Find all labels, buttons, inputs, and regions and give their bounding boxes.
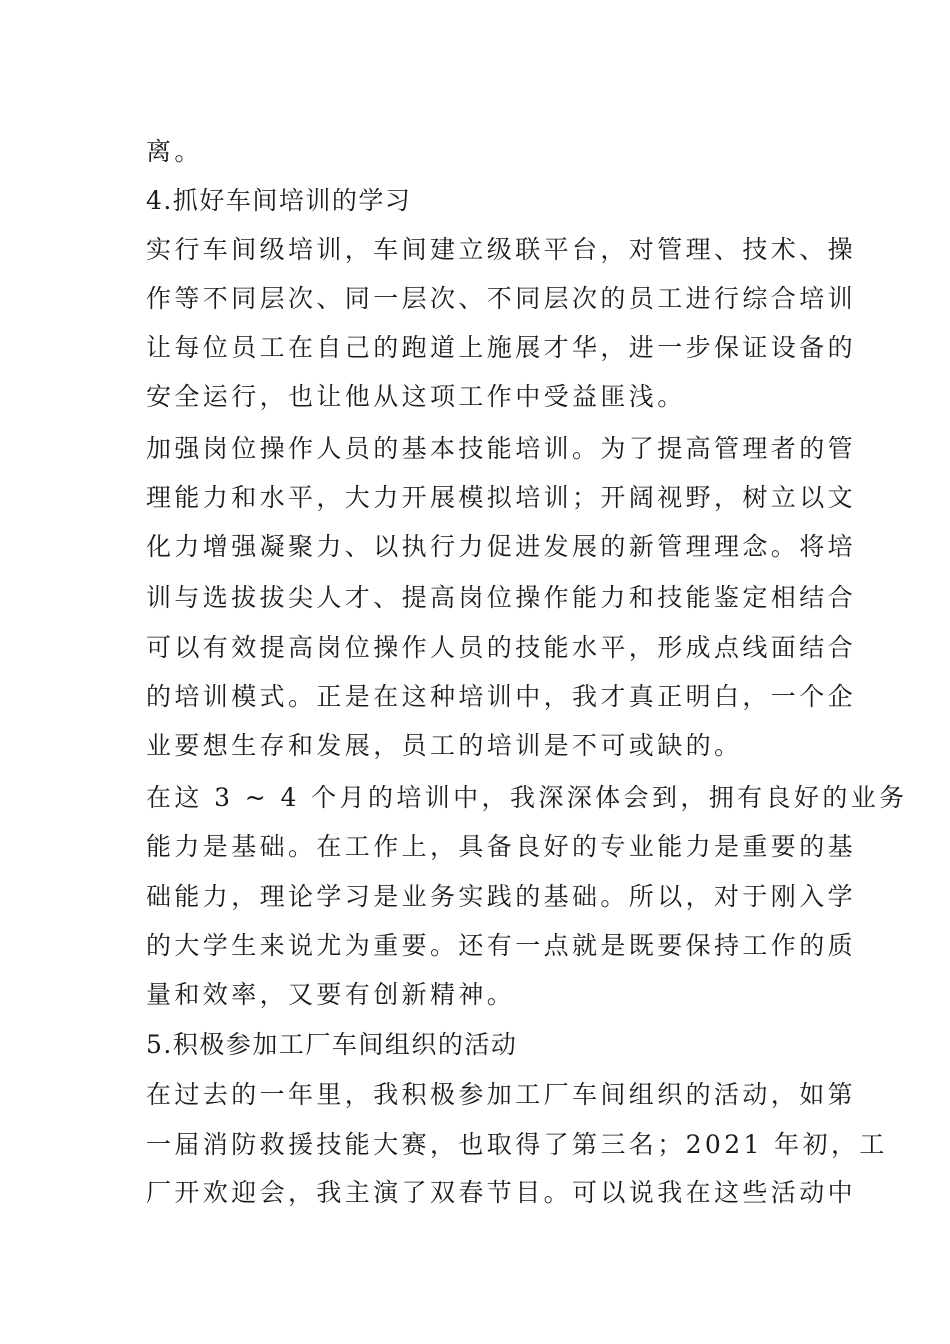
text-line: 在过去的一年里，我积极参加工厂车间组织的活动，如第 bbox=[146, 1080, 857, 1109]
text-line: 的培训模式。正是在这种培训中，我才真正明白，一个企 bbox=[146, 682, 857, 711]
text-line: 让每位员工在自己的跑道上施展才华，进一步保证设备的 bbox=[146, 333, 857, 362]
text-line: 厂开欢迎会，我主演了双春节目。可以说我在这些活动中 bbox=[146, 1178, 857, 1207]
text-line: 能力是基础。在工作上，具备良好的专业能力是重要的基 bbox=[146, 832, 857, 861]
text-line: 的大学生来说尤为重要。还有一点就是既要保持工作的质 bbox=[146, 931, 857, 960]
text-line: 化力增强凝聚力、以执行力促进发展的新管理理念。将培 bbox=[146, 532, 857, 561]
section-heading: 4.抓好车间培训的学习 bbox=[146, 186, 412, 215]
section-heading: 5.积极参加工厂车间组织的活动 bbox=[146, 1030, 518, 1059]
text-line: 一届消防救援技能大赛，也取得了第三名；2021 年初，工 bbox=[146, 1130, 888, 1159]
text-line: 离。 bbox=[146, 137, 203, 166]
text-line: 量和效率，又要有创新精神。 bbox=[146, 980, 516, 1009]
text-line: 作等不同层次、同一层次、不同层次的员工进行综合培训 bbox=[146, 284, 857, 313]
text-line: 可以有效提高岗位操作人员的技能水平，形成点线面结合 bbox=[146, 633, 857, 662]
text-line: 安全运行，也让他从这项工作中受益匪浅。 bbox=[146, 382, 686, 411]
text-line: 训与选拔拔尖人才、提高岗位操作能力和技能鉴定相结合 bbox=[146, 583, 857, 612]
text-line: 础能力，理论学习是业务实践的基础。所以，对于刚入学 bbox=[146, 882, 857, 911]
text-line: 实行车间级培训，车间建立级联平台，对管理、技术、操 bbox=[146, 235, 857, 264]
text-line: 理能力和水平，大力开展模拟培训；开阔视野，树立以文 bbox=[146, 483, 857, 512]
text-line: 业要想生存和发展，员工的培训是不可或缺的。 bbox=[146, 731, 743, 760]
text-line: 在这 3 ~ 4 个月的培训中，我深深体会到，拥有良好的业务 bbox=[146, 783, 908, 812]
text-line: 加强岗位操作人员的基本技能培训。为了提高管理者的管 bbox=[146, 434, 857, 463]
